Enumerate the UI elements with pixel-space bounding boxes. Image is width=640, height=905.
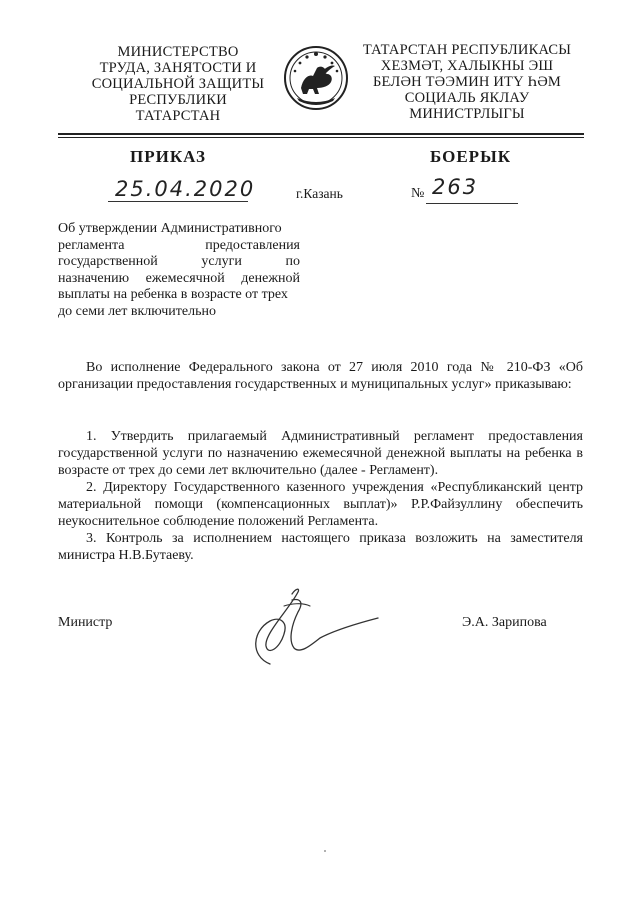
handwritten-signature [240, 586, 380, 668]
document-title-tatar: БОЕРЫК [430, 147, 512, 166]
order-subject [58, 221, 300, 320]
ministry-name-tatar [352, 42, 582, 122]
tatarstan-emblem-icon [283, 44, 349, 112]
header-left-line: ТАТАРСТАН [135, 108, 221, 124]
subject-word: выплаты на ребенка в возрасте от трех [58, 287, 288, 302]
header-right-line: ТАТАРСТАН РЕСПУБЛИКАСЫ [362, 42, 572, 58]
subject-line [58, 254, 300, 271]
header-left-line: МИНИСТЕРСТВО [117, 44, 239, 60]
city: г.Казань [296, 186, 343, 201]
header-divider [58, 137, 584, 138]
order-item: 3. Контроль за исполнением настоящего приказа возложить на заместителя министра Н.В.Бутаеву. [58, 531, 583, 563]
subject-word: услуги [201, 254, 242, 269]
subject-word: регламента [58, 237, 125, 253]
subject-line [58, 271, 300, 288]
order-item: 2. Директору Государственного казенного учреждения «Республиканский центр материальной помощи (компенсационных выплат)» Р.Р.Файзуллину обеспечить неукоснительное соблюдение положений Регламента. [58, 480, 583, 529]
order-items [58, 428, 583, 564]
header-left-line: РЕСПУБЛИКИ [129, 92, 227, 108]
subject-word: денежной [241, 270, 300, 286]
scan-speck [324, 850, 326, 852]
preamble-paragraph: Во исполнение Федерального закона от 27 июля 2010 года № 210-ФЗ «Об организации предоставления государственных и муниципальных услуг» приказываю: [58, 360, 583, 392]
subject-line [58, 287, 300, 304]
signatory-name: Э.А. Зарипова [462, 615, 547, 630]
number-label: № [411, 186, 425, 201]
subject-word: по [285, 254, 300, 269]
header-divider [58, 133, 584, 135]
ministry-name-russian [78, 44, 278, 124]
subject-word: государственной [58, 254, 158, 269]
order-number: 263 [432, 175, 479, 199]
subject-word: ежемесячной [145, 270, 225, 286]
header-left-line: ТРУДА, ЗАНЯТОСТИ И [99, 60, 257, 76]
subject-word: назначению [58, 270, 130, 286]
subject-word: предоставления [205, 237, 300, 253]
order-preamble [58, 359, 583, 393]
number-underline [426, 203, 518, 204]
subject-line [58, 238, 300, 255]
signatory-position: Министр [58, 615, 113, 630]
document-title-russian: ПРИКАЗ [130, 147, 206, 166]
header-right-line: МИНИСТРЛЫГЫ [409, 106, 525, 122]
header-right-line: СОЦИАЛЬ ЯКЛАУ [404, 90, 530, 106]
subject-word: Об утверждении Административного [58, 221, 282, 236]
header-left-line: СОЦИАЛЬНОЙ ЗАЩИТЫ [91, 76, 265, 92]
order-date: 25.04.2020 [115, 177, 256, 201]
date-underline [108, 201, 248, 202]
header-right-line: БЕЛӘН ТӘЭМИН ИТҮ ҺӘМ [373, 74, 561, 90]
subject-line [58, 221, 300, 238]
subject-line [58, 304, 300, 321]
order-item: 1. Утвердить прилагаемый Административный регламент предоставления государственной услуги по назначению ежемесячной денежной выплаты на ребенка в возрасте от трех до семи лет включительно (далее - Регламент). [58, 429, 583, 478]
header-right-line: ХЕЗМӘТ, ХАЛЫКНЫ ЭШ [380, 58, 554, 74]
subject-word: до семи лет включительно [58, 303, 216, 319]
